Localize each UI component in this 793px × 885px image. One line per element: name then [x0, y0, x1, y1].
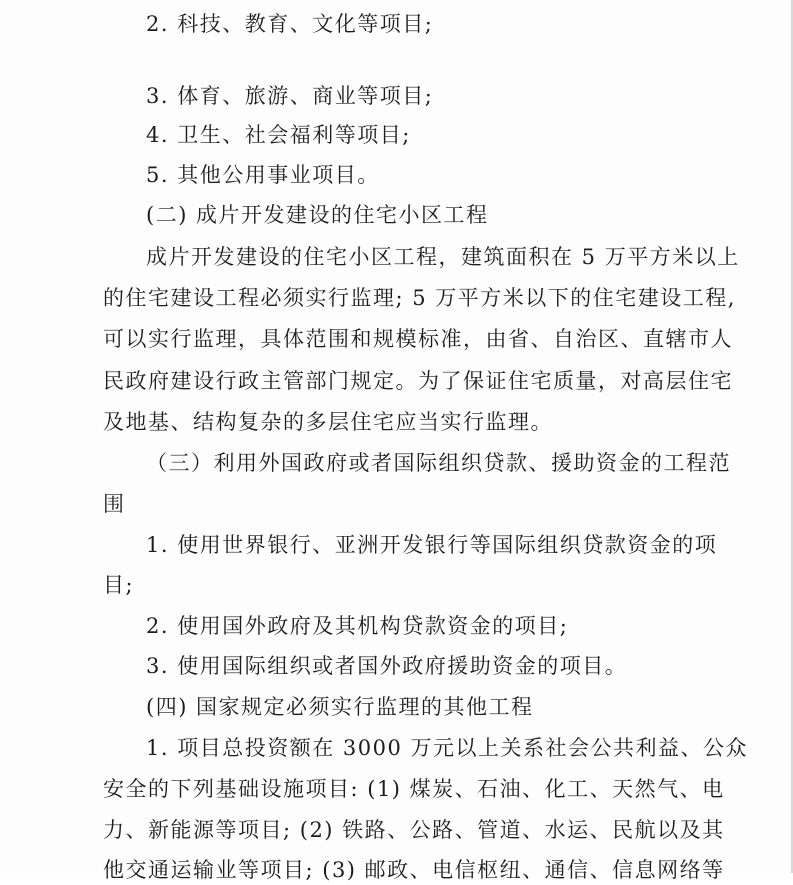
section-heading-3-cont: 围: [103, 492, 126, 516]
list-item-3: 3. 体育、旅游、商业等项目;: [146, 84, 434, 108]
paragraph-line: 他交通运输业等项目; (3) 邮政、电信枢纽、通信、信息网络等: [103, 858, 725, 882]
paragraph-line: 成片开发建设的住宅小区工程，建筑面积在 5 万平方米以上: [146, 245, 740, 269]
section-heading-4: (四) 国家规定必须实行监理的其他工程: [146, 695, 534, 719]
paragraph-line: 力、新能源等项目; (2) 铁路、公路、管道、水运、民航以及其: [103, 818, 725, 842]
list-item-2: 2. 使用国外政府及其机构贷款资金的项目;: [146, 614, 569, 638]
list-item-2: 2. 科技、教育、文化等项目;: [146, 12, 434, 36]
list-item-3: 3. 使用国际组织或者国外政府援助资金的项目。: [146, 654, 628, 678]
paragraph-line: 1. 项目总投资额在 3000 万元以上关系社会公共利益、公众: [146, 736, 749, 760]
section-heading-2: (二) 成片开发建设的住宅小区工程: [146, 203, 489, 227]
section-heading-3: （三）利用外国政府或者国际组织贷款、援助资金的工程范: [146, 451, 731, 475]
list-item-1-cont: 目;: [103, 573, 135, 597]
paragraph-line: 民政府建设行政主管部门规定。为了保证住宅质量，对高层住宅: [103, 369, 733, 393]
paragraph-line: 安全的下列基础设施项目: (1) 煤炭、石油、化工、天然气、电: [103, 777, 725, 801]
list-item-4: 4. 卫生、社会福利等项目;: [146, 123, 411, 147]
list-item-5: 5. 其他公用事业项目。: [146, 163, 380, 187]
list-item-1: 1. 使用世界银行、亚洲开发银行等国际组织贷款资金的项: [146, 533, 718, 557]
paragraph-line: 的住宅建设工程必须实行监理; 5 万平方米以下的住宅建设工程,: [103, 286, 736, 310]
paragraph-line: 可以实行监理，具体范围和规模标准，由省、自治区、直辖市人: [103, 327, 733, 351]
paragraph-line: 及地基、结构复杂的多层住宅应当实行监理。: [103, 410, 553, 434]
